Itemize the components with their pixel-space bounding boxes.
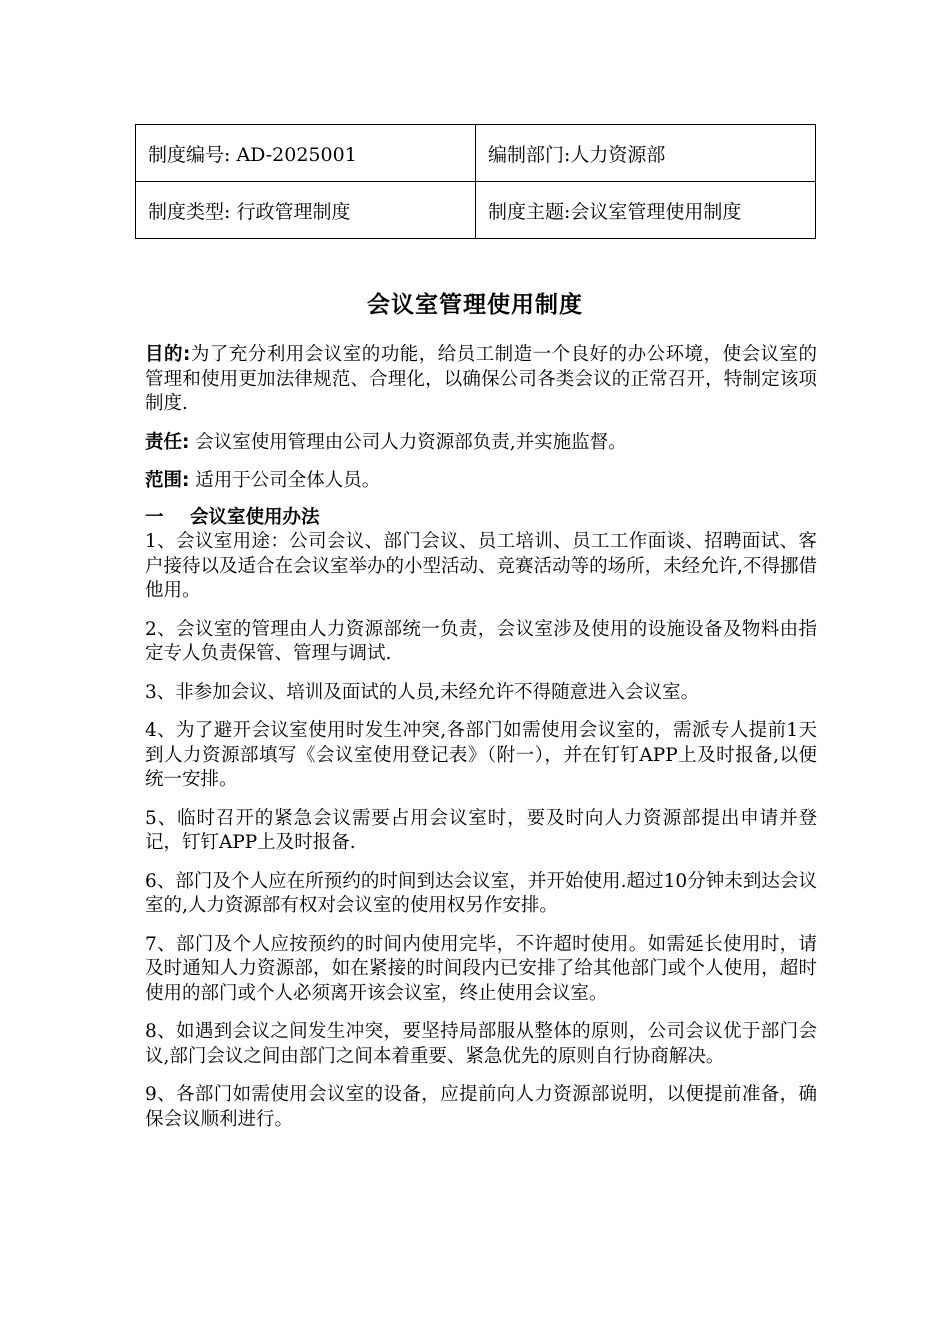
- section-title: 会议室使用办法: [190, 506, 320, 528]
- policy-meta-table: [135, 124, 816, 239]
- list-item: 6、部门及个人应在所预约的时间到达会议室，并开始使用.超过10分钟未到达会议室的,人力资源部有权对会议室的使用权另作安排。: [145, 870, 817, 916]
- purpose-label: 目的:: [145, 344, 191, 365]
- list-item: 5、临时召开的紧急会议需要占用会议室时，要及时向人力资源部提出申请并登记，钉钉APP上及时报备.: [145, 807, 817, 853]
- scope-label: 范围:: [145, 470, 190, 491]
- list-item: 8、如遇到会议之间发生冲突，要坚持局部服从整体的原则，公司会议优于部门会议,部门会议之间由部门之间本着重要、紧急优先的原则自行协商解决。: [145, 1021, 817, 1067]
- policy-type-cell: 制度类型: 行政管理制度: [136, 182, 476, 239]
- list-item: 2、会议室的管理由人力资源部统一负责，会议室涉及使用的设施设备及物料由指定专人负责保管、管理与调试.: [145, 618, 817, 664]
- responsibility-text: 会议室使用管理由公司人力资源部负责,并实施监督。: [189, 431, 627, 453]
- meta-row: [136, 125, 816, 182]
- meta-row: [136, 182, 816, 239]
- department-cell: 编制部门:人力资源部: [476, 125, 816, 182]
- responsibility-paragraph: [145, 431, 817, 456]
- list-item: 1、会议室用途：公司会议、部门会议、员工培训、员工工作面谈、招聘面试、客户接待以及适合在会议室举办的小型活动、竞赛活动等的场所，未经允许,不得挪借他用。: [145, 531, 817, 601]
- document-title: 会议室管理使用制度: [367, 292, 583, 318]
- list-item: 3、非参加会议、培训及面试的人员,未经允许不得随意进入会议室。: [145, 681, 700, 703]
- policy-subject-cell: 制度主题:会议室管理使用制度: [476, 182, 816, 239]
- section-number: 一: [145, 506, 164, 528]
- scope-text: 适用于公司全体人员。: [189, 470, 381, 491]
- list-item: 7、部门及个人应按预约的时间内使用完毕，不许超时使用。如需延长使用时，请及时通知人力资源部，如在紧接的时间段内已安排了给其他部门或个人使用，超时使用的部门或个人必须离开该会议室，终止使用会议室。: [145, 933, 817, 1004]
- section-heading: [145, 506, 817, 531]
- list-item: 4、为了避开会议室使用时发生冲突,各部门如需使用会议室的，需派专人提前1天到人力资源部填写《会议室使用登记表》（附一），并在钉钉APP上及时报备,以便统一安排。: [145, 720, 817, 790]
- purpose-paragraph: [145, 343, 817, 417]
- list-item: 9、各部门如需使用会议室的设备，应提前向人力资源部说明，以便提前准备，确保会议顺利进行。: [145, 1084, 817, 1130]
- policy-number-cell: 制度编号: AD-2025001: [136, 125, 476, 182]
- document-body: [145, 343, 817, 1146]
- purpose-text: 为了充分利用会议室的功能，给员工制造一个良好的办公环境，使会议室的管理和使用更加法律规范、合理化，以确保公司各类会议的正常召开，特制定该项制度.: [145, 344, 817, 414]
- responsibility-label: 责任:: [145, 431, 190, 453]
- scope-paragraph: [145, 469, 817, 494]
